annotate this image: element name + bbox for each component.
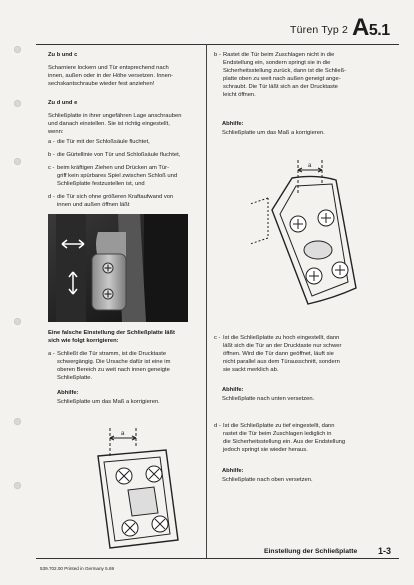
remedy-label: Abhilfe: — [222, 121, 244, 127]
text-line: sich wie folgt korrigieren: — [48, 338, 119, 345]
section-code-number: 5.1 — [368, 22, 390, 39]
item-label: d - — [214, 423, 221, 429]
text-line: die Gürtellinie von Tür und Schloßsäule fluchtet, — [57, 152, 181, 158]
item-label: b - — [214, 52, 221, 58]
remedy-text: Schließplatte um das Maß a korrigieren. — [222, 130, 325, 136]
text-line: oberen Bereich zu weit nach innen geneigte — [57, 367, 170, 374]
print-info: 539.702.00 Printed in Germany 5.69 — [40, 566, 115, 571]
section-code — [352, 14, 390, 42]
section-body — [48, 64, 198, 88]
punch-hole — [14, 46, 21, 53]
punch-hole — [14, 100, 21, 107]
punch-hole — [14, 482, 21, 489]
dimension-label: a — [121, 431, 125, 437]
correction-heading — [48, 329, 200, 345]
text-line: Eine falsche Einstellung der Schließplatte läßt — [48, 330, 175, 336]
text-line: leicht öffnen. — [223, 92, 256, 99]
text-line: schraubt. Die Tür läßt sich an der Drucktaste — [223, 84, 338, 91]
item-label: a - — [48, 139, 55, 145]
punch-hole — [14, 158, 21, 165]
case-b — [214, 51, 394, 100]
text-line: jedoch springt sie wieder heraus. — [223, 447, 308, 454]
striker-plate-diagram-a — [88, 428, 206, 556]
text-line: nicht parallel aus dem Türausschnitt, sondern — [223, 359, 340, 366]
text-line: Schließplatte festzustellen ist, und — [57, 181, 145, 188]
item-label: d - — [48, 194, 55, 200]
footer-section-title: Einstellung der Schließplatte — [264, 548, 358, 555]
text-line: Ist die Schließplatte zu tief eingestellt, dann — [223, 423, 335, 429]
punch-hole — [14, 418, 21, 425]
text-line: Schließt die Tür stramm, ist die Drucktaste — [57, 351, 167, 357]
remedy-label: Abhilfe: — [222, 468, 244, 474]
striker-plate-diagram-b — [250, 158, 370, 308]
text-line: beim kräftigen Ziehen und Drücken am Tür- — [57, 165, 170, 171]
condition-item — [48, 151, 200, 159]
text-line: die Tür mit der Schloßsäule fluchtet, — [57, 139, 150, 145]
text-line: Schließplatte. — [57, 375, 93, 382]
text-line: Rastet die Tür beim Zuschlagen nicht in die — [223, 52, 335, 58]
text-line: die Sicherheitsstellung ein. Aus der Endstellung — [223, 439, 346, 446]
remedy-text: Schließplatte nach unten versetzen. — [222, 396, 315, 402]
text-line: öffnen. Wird die Tür dann geöffnet, läuft sie — [223, 351, 334, 358]
text-line: Scharniere lockern und Tür entsprechend nach — [48, 65, 169, 71]
photo-illustration — [48, 214, 188, 322]
section-code-letter: A — [352, 14, 369, 41]
section-heading: Zu b und c — [48, 52, 78, 58]
text-line: die Tür sich ohne größeren Kraftaufwand von — [57, 194, 174, 200]
section-intro — [48, 112, 198, 136]
dimension-label: a — [308, 163, 312, 169]
striker-plate-photo — [48, 214, 188, 322]
text-line: Sicherheitsstellung zurück, dann ist die Schließ- — [223, 68, 347, 75]
item-label: b - — [48, 152, 55, 158]
text-line: schwergängig. Die Ursache dafür ist eine im — [57, 359, 171, 366]
text-line: sechskantschraube wieder fest anziehen! — [48, 81, 155, 88]
case-d — [214, 422, 394, 454]
header-rule — [36, 44, 399, 45]
remedy-label: Abhilfe: — [222, 387, 244, 393]
section-heading: Zu d und e — [48, 100, 78, 106]
condition-item — [48, 193, 200, 209]
punch-hole — [14, 318, 21, 325]
text-line: innen, außen oder in der Höhe versetzen. Innen- — [48, 73, 174, 80]
text-line: innen und außen öffnen läßt — [57, 202, 130, 209]
text-line: griff kein spürbares Spiel zwischen Schloß und — [57, 173, 178, 180]
footer-rule — [36, 558, 399, 559]
text-line: und danach einstellen. Sie ist richtig eingestellt, — [48, 121, 170, 128]
text-line: sie sackt merklich ab. — [223, 367, 279, 374]
text-line: Endstellung ein, sondern springt sie in die — [223, 60, 331, 67]
text-line: Schließplatte in ihrer ungefähren Lage anschrauben — [48, 113, 182, 119]
remedy-label: Abhilfe: — [57, 390, 79, 396]
condition-item — [48, 138, 200, 146]
case-a — [48, 350, 200, 382]
case-c — [214, 334, 394, 374]
page-number: 1-3 — [378, 546, 392, 556]
text-line: Ist die Schließplatte zu hoch eingestellt, dann — [223, 335, 340, 341]
text-line: platte oben zu weit nach außen geneigt ange- — [223, 76, 341, 83]
remedy-text: Schließplatte nach oben versetzen. — [222, 477, 313, 483]
item-label: c - — [48, 165, 55, 171]
text-line: rastet die Tür beim Zuschlagen lediglich in — [223, 431, 332, 438]
item-label: a - — [48, 351, 55, 357]
text-line: läßt sich die Tür an der Drucktaste nur schwer — [223, 343, 342, 350]
item-label: c - — [214, 335, 221, 341]
page-title: Türen Typ 2 — [290, 24, 349, 36]
text-line: wenn: — [48, 129, 64, 136]
column-divider — [206, 44, 207, 558]
condition-item — [48, 164, 200, 188]
remedy-text: Schließplatte um das Maß a korrigieren. — [57, 399, 160, 405]
